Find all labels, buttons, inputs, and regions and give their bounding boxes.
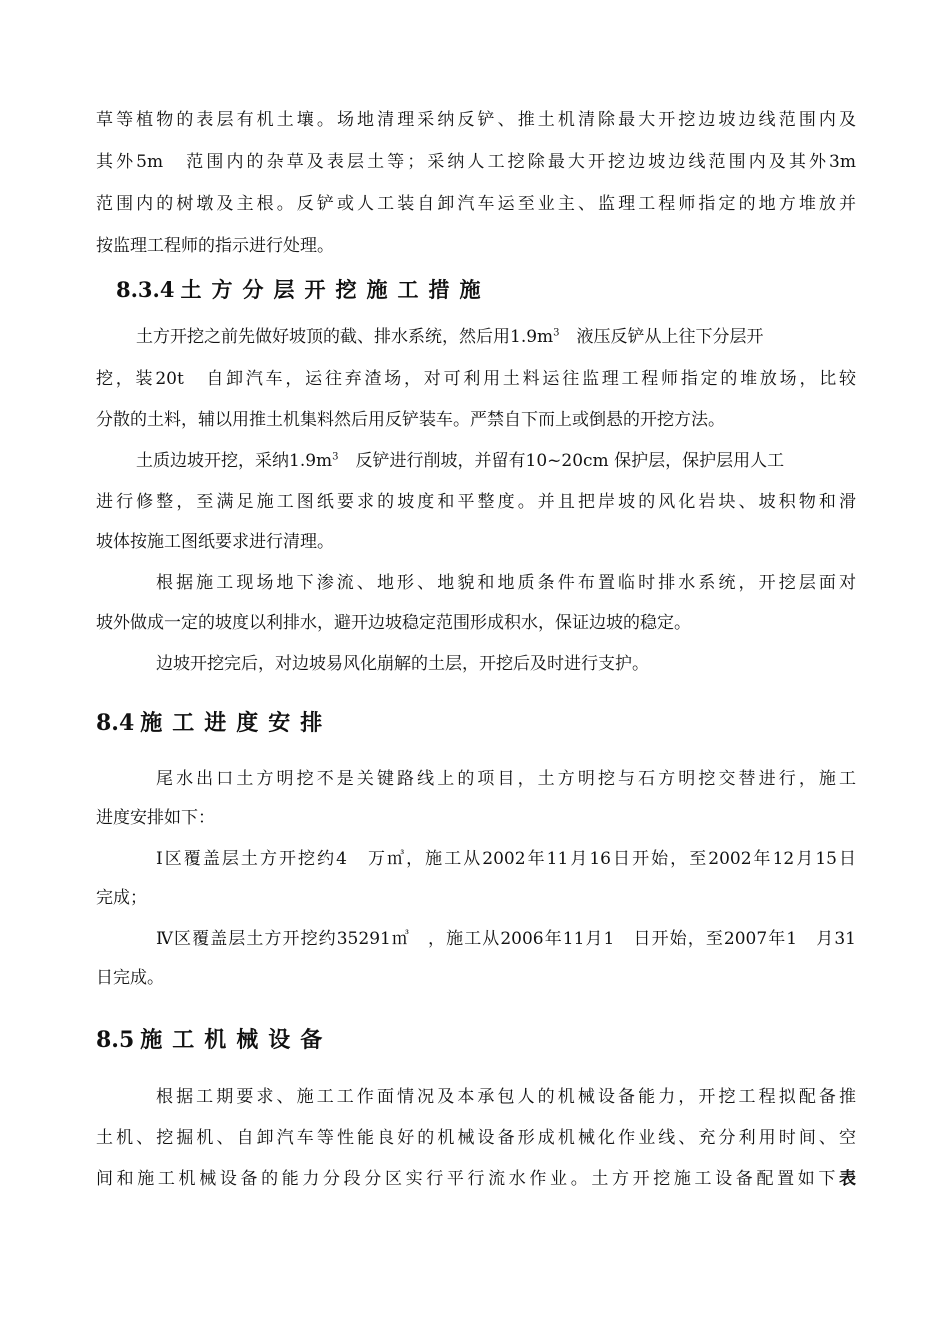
paragraph-line: 分散的土料，辅以用推土机集料然后用反铲装车。严禁自下而上或倒悬的开挖方法。 <box>96 410 725 430</box>
intro-line-1: 草等植物的表层有机土壤。场地清理采纳反铲、推土机清除最大开挖边坡边线范围内及 <box>96 110 856 130</box>
section-title: 土方分层开挖施工措施 <box>180 277 491 302</box>
paragraph-line: Ⅰ区覆盖层土方开挖约4 万㎥，施工从2002年11月16日开始，至2002年12月15日 <box>156 849 856 869</box>
section-8-5-heading <box>96 1025 332 1055</box>
paragraph-line: 尾水出口土方明挖不是关键路线上的项目，土方明挖与石方明挖交替进行，施工 <box>156 769 856 789</box>
paragraph-line: 进度安排如下： <box>96 808 215 828</box>
paragraph-line: 坡体按施工图纸要求进行清理。 <box>96 532 334 552</box>
section-number: 8.3.4 <box>116 277 175 302</box>
section-number: 8.4 <box>96 710 135 736</box>
section-title: 施工机械设备 <box>140 1027 333 1053</box>
section-number: 8.5 <box>96 1027 135 1053</box>
intro-line-2: 其外5m 范围内的杂草及表层土等；采纳人工挖除最大开挖边坡边线范围内及其外3m <box>96 152 856 172</box>
paragraph-line: 完成； <box>96 888 147 908</box>
paragraph-line: 根据施工现场地下渗流、地形、地貌和地质条件布置临时排水系统，开挖层面对 <box>156 573 856 593</box>
paragraph-line: 土质边坡开挖，采纳$1.9m^3$ 反铲进行削坡，并留有10~20cm 保护层，保护层用人工 <box>136 451 785 471</box>
paragraph-line: 土机、挖掘机、自卸汽车等性能良好的机械设备形成机械化作业线、充分利用时间、空 <box>96 1128 856 1148</box>
paragraph-line: 日完成。 <box>96 968 164 988</box>
section-8-3-4-heading <box>116 276 490 304</box>
intro-line-3: 范围内的树墩及主根。反铲或人工装自卸汽车运至业主、监理工程师指定的地方堆放并 <box>96 194 856 214</box>
paragraph-line: 边坡开挖完后，对边坡易风化崩解的土层，开挖后及时进行支护。 <box>156 654 649 674</box>
intro-line-4: 按监理工程师的指示进行处理。 <box>96 236 334 256</box>
paragraph-line: Ⅳ区覆盖层土方开挖约35291㎥ ，施工从2006年11月1 日开始，至2007年1 月31 <box>156 929 856 949</box>
paragraph-line: 进行修整，至满足施工图纸要求的坡度和平整度。并且把岸坡的风化岩块、坡积物和滑 <box>96 492 856 512</box>
paragraph-line: 土方开挖之前先做好坡顶的截、排水系统，然后用$1.9m^3$ 液压反铲从上往下分层开 <box>136 327 764 347</box>
section-8-4-heading <box>96 708 332 738</box>
paragraph-line: 间和施工机械设备的能力分段分区实行平行流水作业。土方开挖施工设备配置如下表 <box>96 1169 856 1189</box>
paragraph-line: 挖，装20t 自卸汽车，运往弃渣场，对可利用土料运往监理工程师指定的堆放场，比较 <box>96 369 856 389</box>
paragraph-line: 根据工期要求、施工工作面情况及本承包人的机械设备能力，开挖工程拟配备推 <box>156 1087 856 1107</box>
section-title: 施工进度安排 <box>140 710 333 736</box>
paragraph-line: 坡外做成一定的坡度以利排水，避开边坡稳定范围形成积水，保证边坡的稳定。 <box>96 613 691 633</box>
